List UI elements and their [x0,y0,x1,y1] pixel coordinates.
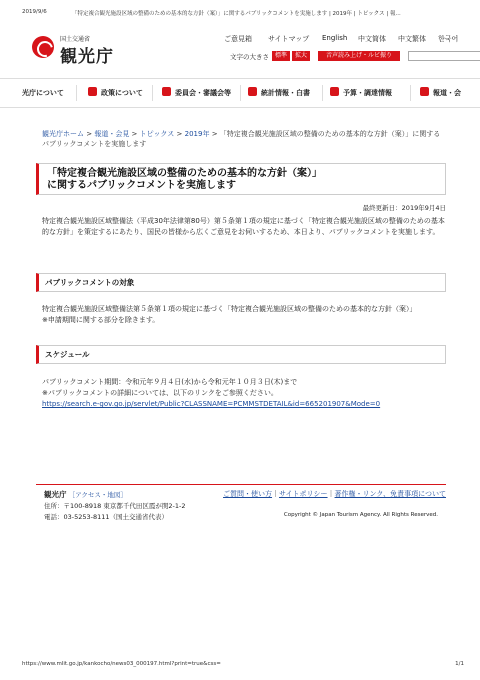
footer-link-separator: ｜ [272,490,280,498]
breadcrumb-separator: > [174,130,185,138]
gnav-statistics[interactable] [248,79,310,107]
gnav-about-label: 光庁について [22,89,64,97]
print-header [0,9,480,19]
section-heading-schedule: スケジュール [36,345,446,364]
agency-logo-icon[interactable] [32,36,54,58]
breadcrumb [42,129,446,149]
schedule-period: パブリックコメント期間：令和元年９月４日(水)から令和元年１０月３日(木)まで [42,378,298,386]
breadcrumb-separator: > [129,130,140,138]
util-link-english[interactable]: English [322,34,348,42]
footer-link-help[interactable]: ご質問・使い方 [223,490,273,498]
footer-divider [36,484,446,485]
gnav-statistics-label: 統計情報・白書 [261,89,310,97]
util-link-feedback[interactable]: ご意見箱 [224,35,252,43]
print-page-number: 1/1 [455,661,464,667]
text-size-label: 文字の大きさ [230,53,269,61]
handshake-icon [330,87,339,96]
gnav-budget[interactable] [330,79,392,107]
breadcrumb-topics-link[interactable]: トピックス [139,130,175,138]
last-updated: 最終更新日：2019年9月4日 [362,204,446,212]
chart-icon [248,87,257,96]
gnav-policy-label: 政策について [101,89,143,97]
footer-contact [44,489,224,523]
footer-link-site-policy[interactable]: サイトポリシー [279,490,328,498]
print-url: https://www.mlit.go.jp/kankocho/news03_000197.html?print=true&css= [22,661,221,667]
gnav-committees-label: 委員会・審議会等 [175,89,231,97]
page-title [47,168,437,192]
util-link-chinese-traditional[interactable]: 中文繁体 [398,35,426,43]
gnav-press[interactable] [420,79,461,107]
gnav-budget-label: 予算・調達情報 [343,89,392,97]
target-note: ※申請期間に関する部分を除きます。 [42,316,160,324]
breadcrumb-press-link[interactable]: 報道・会見 [94,130,130,138]
footer-phone: 電話：03-5253-8111（国土交通省代表） [44,513,169,521]
site-header [0,22,480,72]
breadcrumb-home-link[interactable]: 観光庁ホーム [42,130,84,138]
page-title-line1: 「特定複合観光施設区域の整備のための基本的な方針（案）」 [47,168,322,179]
ministry-name: 国土交通省 [60,36,91,43]
read-aloud-button[interactable]: 音声読み上げ・ルビ振り [318,51,400,61]
util-link-sitemap[interactable]: サイトマップ [268,35,310,43]
gnav-divider [76,85,77,101]
intro-text: 特定複合観光施設区域整備法（平成30年法律第80号）第５条第１項の規定に基づく「特定複合観光施設区域の整備のための基本的な方針」を策定するにあたり、国民の皆様から広くご意見をお伺いするため、本日より、パブリックコメントを実施します。 [42,217,445,236]
gnav-divider [240,85,241,101]
gnav-divider [322,85,323,101]
footer-agency-name: 観光庁 [44,490,67,499]
page-title-line2: に関するパブリックコメントを実施します [47,180,236,191]
egov-link[interactable]: https://search.e-gov.go.jp/servlet/Public?CLASSNAME=PCMMSTDETAIL&id=665201907&Mode=0 [42,400,381,408]
util-link-korean[interactable]: 한국어 [438,35,459,43]
print-page-title: 「特定複合観光施設区域の整備のための基本的な方針（案）」に関するパブリックコメントを実施します | 2019年 | トピックス | 報... [72,11,401,17]
print-date: 2019/9/6 [22,9,47,15]
people-icon [162,87,171,96]
schedule-note: ※パブリックコメントの詳細については、以下のリンクをご参照ください。 [42,389,278,397]
search-input[interactable] [408,51,480,61]
breadcrumb-year-link[interactable]: 2019年 [184,130,210,138]
breadcrumb-separator: > [84,130,95,138]
gnav-press-label: 報道・会 [433,89,461,97]
text-size-standard-button[interactable]: 標準 [272,51,290,61]
footer-access-link[interactable]: ［アクセス・地図］ [68,491,127,499]
gnav-policy[interactable] [88,79,143,107]
footer-link-copyright[interactable]: 著作権・リンク、免責事項について [334,490,446,498]
gnav-committees[interactable] [162,79,231,107]
footer-address: 住所：〒100-8918 東京都千代田区霞が関2-1-2 [44,502,186,510]
text-size-large-button[interactable]: 拡大 [292,51,310,61]
copyright: Copyright © Japan Tourism Agency. All Rights Reserved. [283,512,438,518]
gnav-divider [410,85,411,101]
gnav-about[interactable] [22,79,64,107]
footer-link-separator: ｜ [327,490,335,498]
schedule-text [42,377,446,410]
global-nav [0,78,480,108]
pencil-icon [88,87,97,96]
gnav-divider [152,85,153,101]
page-title-box [36,163,446,195]
section-heading-target: パブリックコメントの対象 [36,273,446,292]
breadcrumb-current: > 「特定複合観光施設区域の整備のための基本的な方針（案）」に関する パブリックコメントを実施します [42,130,441,148]
target-line1: 特定複合観光施設区域整備法第５条第１項の規定に基づく「特定複合観光施設区域の整備のための基本的な方針（案）」 [42,305,417,313]
footer-links [222,489,446,500]
megaphone-icon [420,87,429,96]
util-link-chinese-simplified[interactable]: 中文简体 [358,35,386,43]
target-text [42,304,446,326]
agency-name[interactable]: 観光庁 [60,47,114,67]
